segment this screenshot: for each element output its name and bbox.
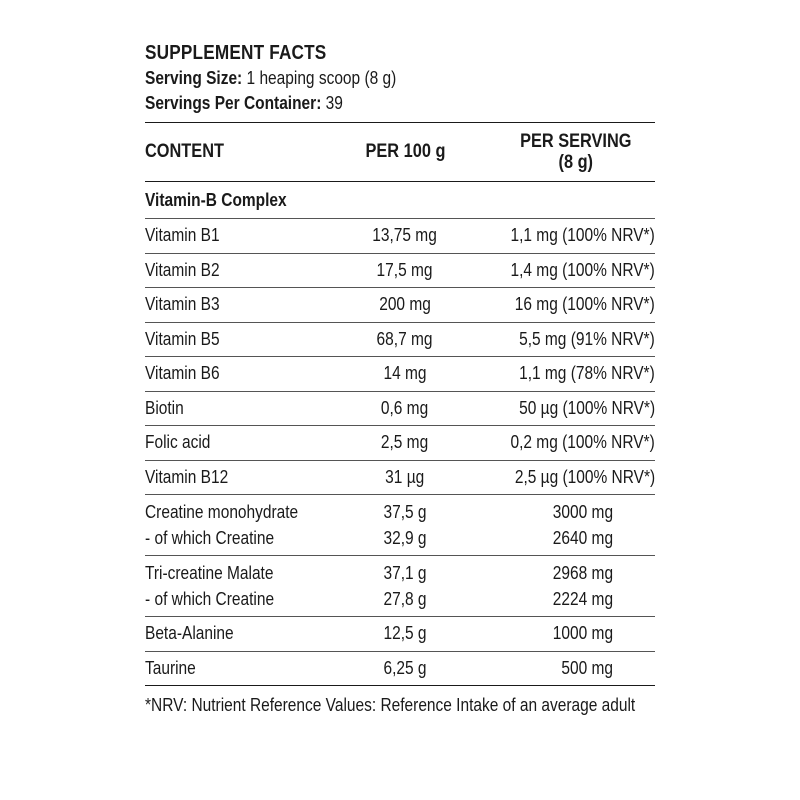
nutrient-name: Vitamin B2 xyxy=(145,259,220,280)
nutrient-per-serving: 2,5 µg (100% NRV*) xyxy=(514,466,655,487)
table-row xyxy=(145,288,655,323)
nutrient-per-100g: 14 mg xyxy=(383,363,427,384)
nutrient-name: Folic acid xyxy=(145,432,211,453)
nutrient-name: Vitamin B3 xyxy=(145,294,220,315)
group-label: Vitamin-B Complex xyxy=(145,189,287,210)
table-row xyxy=(145,556,655,617)
table-row xyxy=(145,495,655,556)
nutrient-name: Vitamin B5 xyxy=(145,328,220,349)
header-per-100g: PER 100 g xyxy=(365,141,445,162)
table-row xyxy=(145,617,655,652)
nrv-footnote: *NRV: Nutrient Reference Values: Reference Intake of an average adult xyxy=(145,695,636,715)
nutrient-per-100g: 68,7 mg xyxy=(377,328,433,349)
nutrient-per-serving: 1,1 mg (78% NRV*) xyxy=(519,363,655,384)
nutrient-per-100g: 2,5 mg xyxy=(381,432,429,453)
nutrient-per-serving: 1,4 mg (100% NRV*) xyxy=(510,259,655,280)
servings-per-container xyxy=(145,91,584,116)
nutrient-per-serving: 500 mg xyxy=(561,657,613,678)
nutrient-per-serving: 3000 mg 2640 mg xyxy=(552,502,613,548)
group-row-vitamin-b xyxy=(145,182,655,219)
serving-size-value: 1 heaping scoop (8 g) xyxy=(246,68,397,88)
table-row xyxy=(145,651,655,686)
table-header-row xyxy=(145,123,655,182)
nutrient-per-100g: 0,6 mg xyxy=(381,397,429,418)
servings-per-container-label: Servings Per Container: xyxy=(145,93,322,113)
nutrient-per-serving: 50 µg (100% NRV*) xyxy=(519,397,655,418)
supplement-facts-panel xyxy=(145,40,655,716)
nutrient-name: Tri-creatine Malate - of which Creatine xyxy=(145,563,275,609)
nutrient-name: Beta-Alanine xyxy=(145,623,234,644)
nutrient-name: Creatine monohydrate - of which Creatine xyxy=(145,502,299,548)
nutrient-name: Vitamin B1 xyxy=(145,225,220,246)
nutrient-per-serving: 2968 mg 2224 mg xyxy=(552,563,613,609)
nutrient-name: Biotin xyxy=(145,397,184,418)
header-per-serving-line2: (8 g) xyxy=(558,151,594,173)
panel-title: SUPPLEMENT FACTS xyxy=(145,42,327,64)
nutrient-per-serving: 16 mg (100% NRV*) xyxy=(515,294,655,315)
nutrient-per-serving: 1000 mg xyxy=(552,623,613,644)
header-content: CONTENT xyxy=(145,141,224,162)
header-per-serving xyxy=(475,123,655,182)
nutrient-per-100g: 37,5 g 32,9 g xyxy=(383,502,427,548)
nutrient-per-100g: 6,25 g xyxy=(383,657,427,678)
table-row xyxy=(145,460,655,495)
nutrient-per-100g: 37,1 g 27,8 g xyxy=(383,563,427,609)
facts-table xyxy=(145,122,655,686)
servings-per-container-value: 39 xyxy=(325,93,343,113)
table-row xyxy=(145,426,655,461)
nutrient-per-100g: 17,5 mg xyxy=(377,259,433,280)
serving-size-label: Serving Size: xyxy=(145,68,243,88)
table-row xyxy=(145,322,655,357)
nutrient-per-serving: 1,1 mg (100% NRV*) xyxy=(510,225,655,246)
nutrient-per-serving: 0,2 mg (100% NRV*) xyxy=(510,432,655,453)
header-per-serving-line1: PER SERVING xyxy=(520,130,632,152)
nutrient-per-100g: 200 mg xyxy=(379,294,431,315)
nutrient-name: Taurine xyxy=(145,657,196,678)
nutrient-per-100g: 31 µg xyxy=(385,466,425,487)
table-row xyxy=(145,253,655,288)
nutrient-name: Vitamin B12 xyxy=(145,466,229,487)
nutrient-per-serving: 5,5 mg (91% NRV*) xyxy=(519,328,655,349)
nutrient-per-100g: 12,5 g xyxy=(383,623,427,644)
table-row xyxy=(145,357,655,392)
nutrient-name: Vitamin B6 xyxy=(145,363,220,384)
table-row xyxy=(145,219,655,254)
nutrient-per-100g: 13,75 mg xyxy=(372,225,438,246)
table-row xyxy=(145,391,655,426)
serving-size xyxy=(145,66,584,91)
